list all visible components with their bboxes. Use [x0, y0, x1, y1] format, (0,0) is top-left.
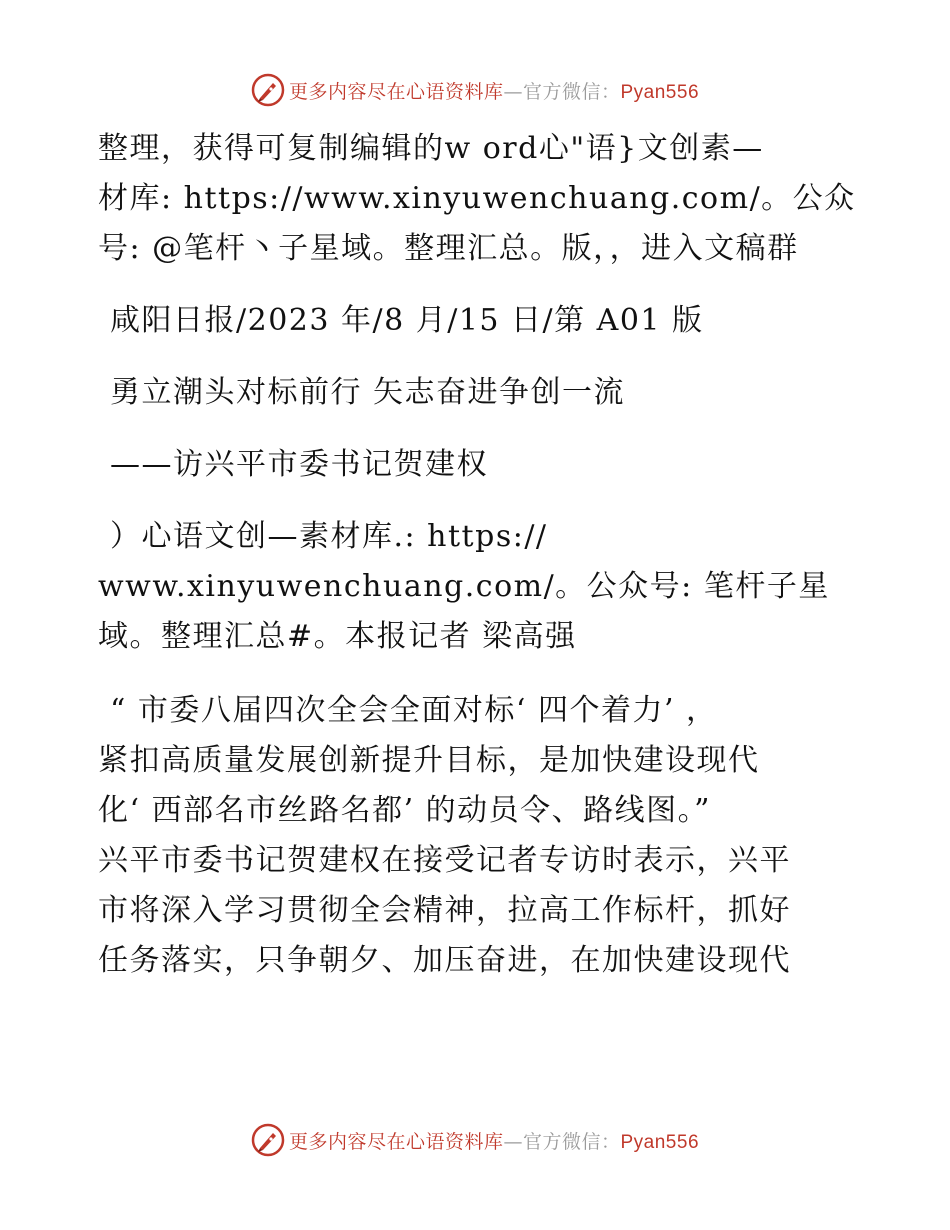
watermark-wechat-id: Pyan556 — [620, 1131, 700, 1153]
watermark-wechat-id: Pyan556 — [620, 81, 700, 103]
article-byline — [98, 512, 858, 662]
intro-line: 材库: https://www.xinyuwenchuang.com/。公众 — [98, 181, 856, 216]
byline-line: www.xinyuwenchuang.com/。公众号: 笔杆子星 — [98, 569, 830, 604]
intro-line: 号: @笔杆丶子星域。整理汇总。版，，进入文稿群 — [98, 231, 799, 266]
body-line: 紧扣高质量发展创新提升目标，是加快建设现代 — [98, 743, 760, 778]
watermark-banner-top — [0, 70, 950, 110]
body-line: 化‘ 西部名市丝路名都’ 的动员令、路线图。” — [98, 793, 711, 828]
watermark-brand: 更多内容尽在心语资料库 — [288, 80, 504, 103]
watermark-official-label: —官方微信： — [503, 80, 621, 103]
watermark-brand: 更多内容尽在心语资料库 — [288, 1130, 504, 1153]
watermark-text — [289, 77, 699, 104]
pen-logo-icon — [251, 1123, 285, 1157]
watermark-text — [289, 1127, 699, 1154]
body-line: 市将深入学习贯彻全会精神，拉高工作标杆，抓好 — [98, 893, 791, 928]
body-line: “ 市委八届四次全会全面对标‘ 四个着力’ ， — [110, 693, 718, 728]
watermark-banner-bottom — [0, 1120, 950, 1160]
article-source: 咸阳日报/2023 年/8 月/15 日/第 A01 版 — [110, 303, 704, 338]
body-line: 兴平市委书记贺建权在接受记者专访时表示，兴平 — [98, 843, 791, 878]
pen-logo-icon — [251, 73, 285, 107]
intro-line: 整理，获得可复制编辑的w ord心"语}文创素— — [98, 131, 764, 166]
byline-line: 域。整理汇总#。本报记者 梁高强 — [98, 619, 577, 654]
article-headline: 勇立潮头对标前行 矢志奋进争创一流 — [110, 375, 626, 410]
intro-paragraph — [98, 124, 858, 274]
byline-line: ）心语文创—素材库.: https:// — [110, 519, 548, 554]
article-body — [98, 686, 858, 986]
document-content — [98, 124, 858, 986]
body-line: 任务落实，只争朝夕、加压奋进，在加快建设现代 — [98, 943, 791, 978]
watermark-official-label: —官方微信： — [503, 1130, 621, 1153]
article-subheadline: ——访兴平市委书记贺建权 — [110, 447, 488, 482]
